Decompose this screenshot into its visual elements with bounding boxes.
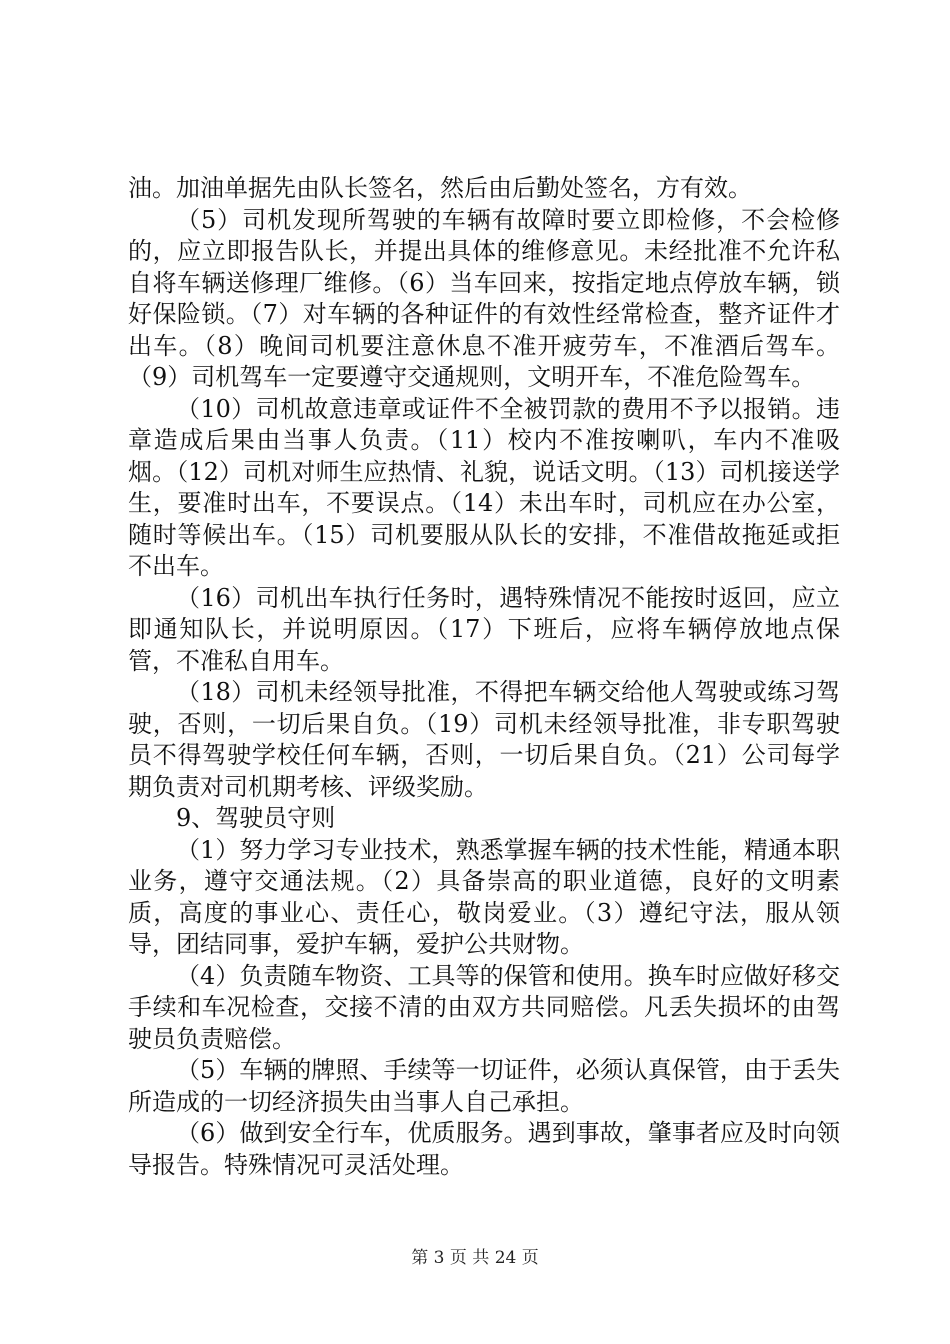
paragraph-10: （6）做到安全行车，优质服务。遇到事故，肇事者应及时向领导报告。特殊情况可灵活处理。 — [128, 1119, 840, 1179]
paragraph-8: （4）负责随车物资、工具等的保管和使用。换车时应做好移交手续和车况检查，交接不清的由双方共同赔偿。凡丢失损坏的由驾驶员负责赔偿。 — [128, 961, 840, 1053]
section-heading: 9、驾驶员守则 — [176, 804, 336, 832]
paragraph-9: （5）车辆的牌照、手续等一切证件，必须认真保管，由于丢失所造成的一切经济损失由当事人自己承担。 — [128, 1056, 840, 1116]
page-number-footer: 第 3 页 共 24 页 — [411, 1248, 539, 1268]
paragraph-1: 油。加油单据先由队长签名，然后由后勤处签名，方有效。 — [128, 174, 752, 202]
document-body — [128, 173, 840, 1181]
paragraph-2: （5）司机发现所驾驶的车辆有故障时要立即检修，不会检修的，应立即报告队长，并提出具体的维修意见。未经批准不允许私自将车辆送修理厂维修。（6）当车回来，按指定地点停放车辆，锁好保险锁。（7）对车辆的各种证件的有效性经常检查，整齐证件才出车。（8）晚间司机要注意休息不准开疲劳车，不准酒后驾车。（9）司机驾车一定要遵守交通规则，文明开车，不准危险驾车。 — [128, 205, 840, 391]
paragraph-5: （18）司机未经领导批准，不得把车辆交给他人驾驶或练习驾驶，否则，一切后果自负。（19）司机未经领导批准，非专职驾驶员不得驾驶学校任何车辆，否则，一切后果自负。（21）公司每学期负责对司机期考核、评级奖励。 — [128, 678, 840, 801]
paragraph-3: （10）司机故意违章或证件不全被罚款的费用不予以报销。违章造成后果由当事人负责。（11）校内不准按喇叭，车内不准吸烟。（12）司机对师生应热情、礼貌，说话文明。（13）司机接送学生，要准时出车，不要误点。（14）未出车时，司机应在办公室，随时等候出车。（15）司机要服从队长的安排，不准借故拖延或拒不出车。 — [128, 394, 840, 580]
paragraph-4: （16）司机出车执行任务时，遇特殊情况不能按时返回，应立即通知队长，并说明原因。（17）下班后，应将车辆停放地点保管，不准私自用车。 — [128, 583, 840, 675]
paragraph-7: （1）努力学习专业技术，熟悉掌握车辆的技术性能，精通本职业务，遵守交通法规。（2）具备崇高的职业道德，良好的文明素质，高度的事业心、责任心，敬岗爱业。（3）遵纪守法，服从领导，团结同事，爱护车辆，爱护公共财物。 — [128, 835, 840, 958]
